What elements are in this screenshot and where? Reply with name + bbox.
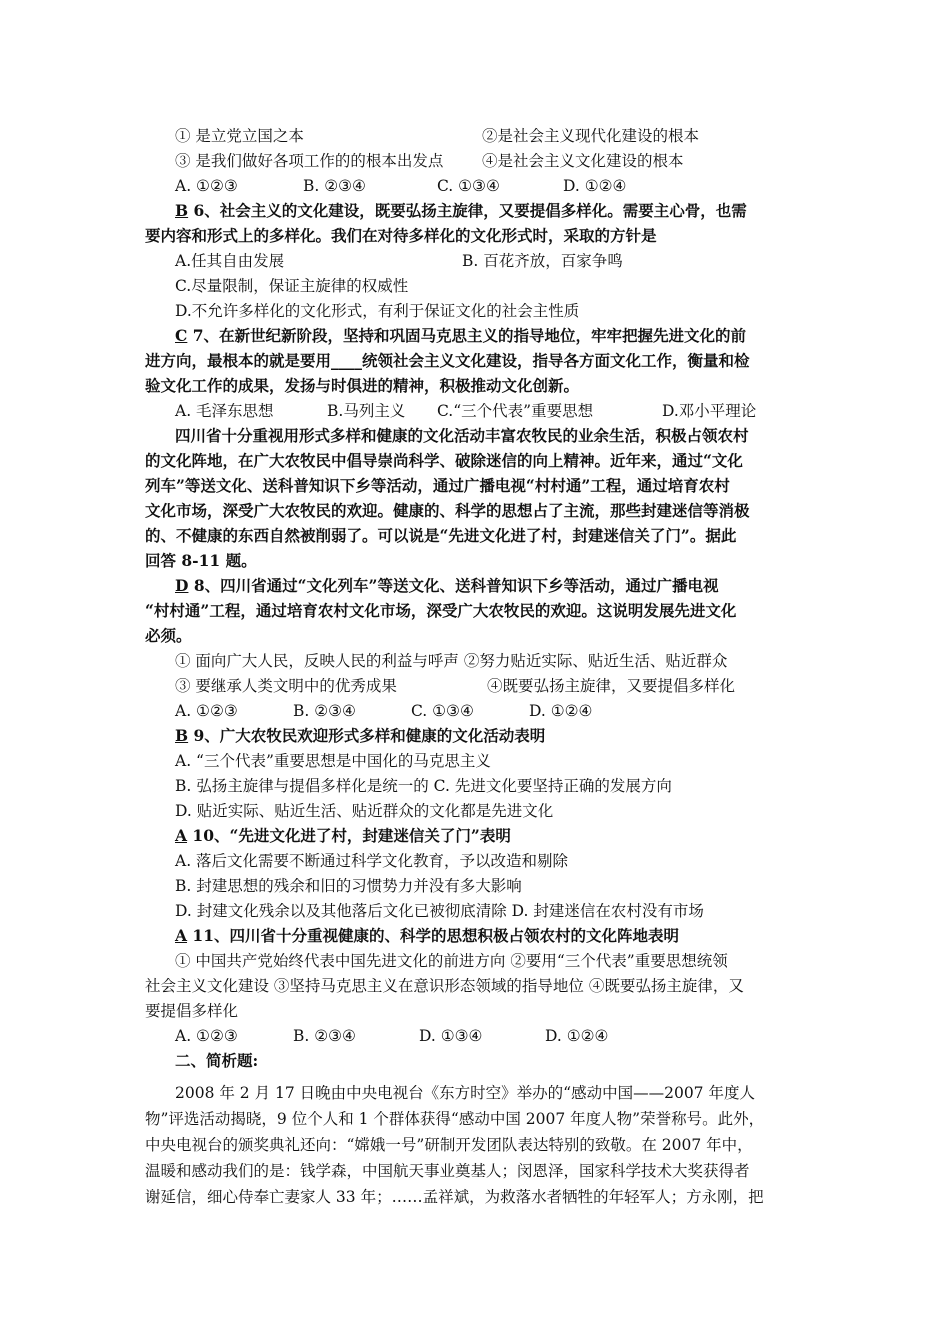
q5-choice-d: D. ①②④ (563, 177, 627, 195)
q9-option-bc: B. 弘扬主旋律与提倡多样化是统一的 C. 先进文化要坚持正确的发展方向 (175, 777, 672, 795)
q11-stem-line (175, 924, 815, 948)
q8-option-3: ③ 要继承人类文明中的优秀成果 (175, 677, 397, 695)
q10-stem-line (175, 824, 815, 848)
q7-stem-line-1 (175, 324, 815, 348)
passage-line-2: 的文化阵地，在广大农牧民中倡导崇尚科学、破除迷信的向上精神。近年来，通过“文化 (145, 451, 743, 470)
q8-choice-d: D. ①②④ (529, 702, 593, 720)
q5-option-1: ① 是立党立国之本 (175, 127, 304, 145)
q11-option-line-2: 社会主义文化建设 ③坚持马克思主义在意识形态领域的指导地位 ④既要弘扬主旋律，又 (145, 977, 744, 995)
q5-option-3: ③ 是我们做好各项工作的的根本出发点 (175, 152, 444, 170)
q7-choice-b: B.马列主义 (327, 402, 406, 420)
q5-choice-b: B. ②③④ (303, 177, 366, 195)
q7-stem-line-3: 验文化工作的成果，发扬与时俱进的精神，积极推动文化创新。 (145, 376, 580, 395)
q8-choice-c: C. ①③④ (411, 702, 474, 720)
q5-choice-a: A. ①②③ (175, 177, 238, 195)
section-2-line-3: 中央电视台的颁奖典礼还向：“嫦娥一号”研制开发团队表达特别的致敬。在 2007 年中， (145, 1136, 753, 1154)
q9-option-a: A. “三个代表”重要思想是中国化的马克思主义 (175, 752, 491, 770)
q10-answer: A (175, 826, 188, 845)
passage-line-3: 列车”等送文化、送科普知识下乡等活动，通过广播电视“村村通”工程，通过培育农村 (145, 476, 730, 495)
passage-line-1: 四川省十分重视用形式多样和健康的文化活动丰富农牧民的业余生活，积极占领农村 (175, 426, 749, 445)
section-2-line-1: 2008 年 2 月 17 日晚由中央电视台《东方时空》举办的“感动中国——2007 年度人 (175, 1084, 755, 1102)
q8-option-row-2 (175, 674, 815, 698)
q8-option-4: ④既要弘扬主旋律，又要提倡多样化 (487, 677, 736, 695)
q7-choice-c: C.“三个代表”重要思想 (437, 402, 594, 420)
q11-answer: A (175, 926, 188, 945)
q8-option-row-1: ① 面向广大人民，反映人民的利益与呼声 ②努力贴近实际、贴近生活、贴近群众 (175, 652, 728, 670)
q6-option-d: D.不允许多样化的文化形式，有利于保证文化的社会主性质 (175, 302, 580, 320)
passage-line-4: 文化市场，深受广大农牧民的欢迎。健康的、科学的思想占了主流，那些封建迷信等消极 (145, 501, 750, 520)
q6-option-b: B. 百花齐放，百家争鸣 (462, 252, 623, 270)
q9-stem-line (175, 724, 815, 748)
q6-option-c: C.尽量限制，保证主旋律的权威性 (175, 277, 409, 295)
q7-choice-a: A. 毛泽东思想 (175, 402, 274, 420)
q6-stem-1: 6、社会主义的文化建设，既要弘扬主旋律，又要提倡多样化。需要主心骨，也需 (188, 201, 747, 220)
q11-stem: 11、四川省十分重视健康的、科学的思想积极占领农村的文化阵地表明 (187, 926, 679, 945)
q11-choice-c: D. ①③④ (419, 1027, 483, 1045)
q8-choice-b: B. ②③④ (293, 702, 356, 720)
section-2-line-5: 谢延信，细心侍奉亡妻家人 33 年；……孟祥斌，为救落水者牺牲的年轻军人；方永刚，把 (145, 1188, 764, 1206)
passage-line-6: 回答 8-11 题。 (145, 551, 257, 570)
section-2-heading: 二、简析题: (175, 1051, 259, 1070)
q9-stem: 9、广大农牧民欢迎形式多样和健康的文化活动表明 (188, 726, 546, 745)
q5-option-row-1 (175, 124, 815, 148)
q9-option-d: D. 贴近实际、贴近生活、贴近群众的文化都是先进文化 (175, 802, 554, 820)
q5-option-row-2 (175, 149, 815, 173)
q8-choice-a: A. ①②③ (175, 702, 238, 720)
q5-option-2: ②是社会主义现代化建设的根本 (482, 127, 700, 145)
q5-option-4: ④是社会主义文化建设的根本 (482, 152, 684, 170)
q8-stem-line-2: “村村通”工程，通过培育农村文化市场，深受广大农牧民的欢迎。这说明发展先进文化 (145, 601, 737, 620)
q7-answer: C (175, 326, 188, 345)
q10-option-a: A. 落后文化需要不断通过科学文化教育，予以改造和剔除 (175, 852, 569, 870)
section-2-line-2: 物”评选活动揭晓，9 位个人和 1 个群体获得“感动中国 2007 年度人物”荣誉称号。此外， (145, 1110, 765, 1128)
q6-stem-line-1 (175, 199, 815, 223)
q8-stem-line-1 (175, 574, 815, 598)
q11-choice-a: A. ①②③ (175, 1027, 238, 1045)
q7-stem-1: 7、在新世纪新阶段，坚持和巩固马克思主义的指导地位，牢牢把握先进文化的前 (187, 326, 747, 345)
q11-option-line-3: 要提倡多样化 (145, 1002, 239, 1020)
q10-option-b: B. 封建思想的残余和旧的习惯势力并没有多大影响 (175, 877, 522, 895)
q11-option-line-1: ① 中国共产党始终代表中国先进文化的前进方向 ②要用“三个代表”重要思想统领 (175, 952, 728, 970)
q6-stem-line-2: 要内容和形式上的多样化。我们在对待多样化的文化形式时，采取的方针是 (145, 226, 657, 245)
q7-stem-line-2: 进方向，最根本的就是要用____统领社会主义文化建设，指导各方面文化工作，衡量和检 (145, 351, 750, 370)
q6-answer: B (175, 201, 189, 220)
q8-stem-1: 8、四川省通过“文化列车”等送文化、送科普知识下乡等活动，通过广播电视 (188, 576, 719, 595)
q8-answer: D (175, 576, 189, 595)
q11-choice-d: D. ①②④ (545, 1027, 609, 1045)
section-2-line-4: 温暖和感动我们的是：钱学森，中国航天事业奠基人；闵恩泽，国家科学技术大奖获得者 (145, 1162, 750, 1180)
q11-choice-b: B. ②③④ (293, 1027, 356, 1045)
q6-option-a: A.任其自由发展 (175, 252, 285, 270)
q10-option-cd: D. 封建文化残余以及其他落后文化已被彻底清除 D. 封建迷信在农村没有市场 (175, 902, 704, 920)
q8-stem-line-3: 必须。 (145, 626, 192, 645)
q7-choice-d: D.邓小平理论 (662, 402, 757, 420)
q6-options-ab (175, 249, 815, 273)
q5-choice-c: C. ①③④ (437, 177, 500, 195)
q10-stem: 10、“先进文化进了村，封建迷信关了门”表明 (187, 826, 511, 845)
q9-answer: B (175, 726, 189, 745)
passage-line-5: 的、不健康的东西自然被削弱了。可以说是“先进文化进了村，封建迷信关了门”。据此 (145, 526, 737, 545)
